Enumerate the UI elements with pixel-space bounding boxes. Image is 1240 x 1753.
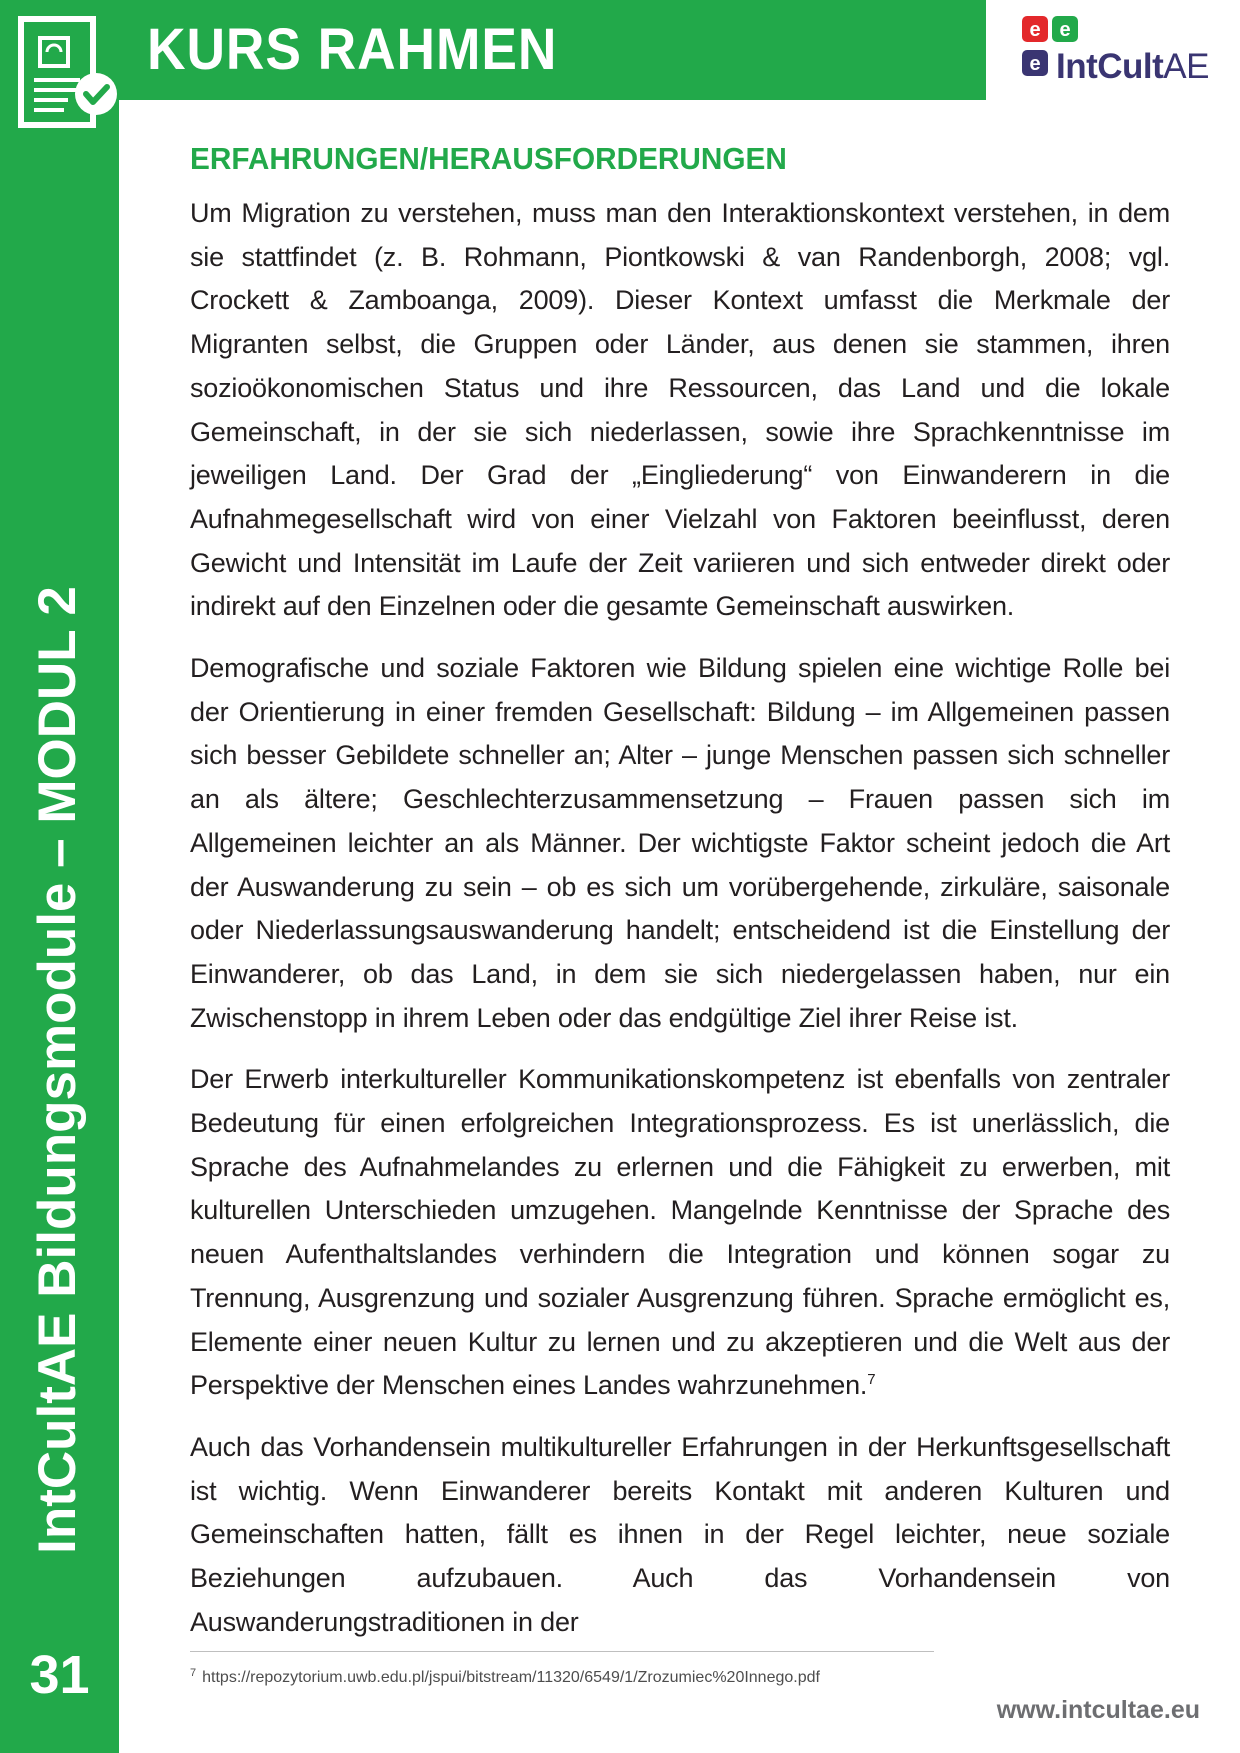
footnote-divider xyxy=(190,1651,934,1652)
svg-text:e: e xyxy=(1059,19,1071,41)
paragraph-1: Um Migration zu verstehen, muss man den Interaktionskontext verstehen, in dem sie stattfindet (z. B. Rohmann, Piontkowski & van Randenborgh, 2008; vgl. Crockett & Zamboanga, 2009). Dieser Kontext umfasst die Merkmale der Migranten selbst, die Gruppen oder Länder, aus denen sie stammen, ihren sozioökonomischen Status und ihre Ressourcen, das Land und die lokale Gemeinschaft, in der sie sich niederlassen, sowie ihre Sprachkenntnisse im jeweiligen Land. Der Grad der „Eingliederung“ von Einwanderern in die Aufnahmegesellschaft wird von einer Vielzahl von Faktoren beeinflusst, deren Gewicht und Intensität im Laufe der Zeit variieren und sich entweder direkt oder indirekt auf den Einzelnen oder die gesamte Gemeinschaft auswirken. xyxy=(190,198,1170,622)
logo-text-bold: IntCult xyxy=(1056,47,1164,86)
paragraph-3 xyxy=(190,1058,1170,1408)
section-heading: ERFAHRUNGEN/HERAUSFORDERUNGEN xyxy=(190,141,787,176)
page-title: KURS RAHMEN xyxy=(147,17,558,82)
paragraph-4: Auch das Vorhandensein multikultureller Erfahrungen in der Herkunftsgesellschaft ist wichtig. Wenn Einwanderer bereits Kontakt mit anderen Kulturen und Gemeinschaften hatten, fällt es ihnen in der Regel leichter, neue soziale Beziehungen aufzubauen. Auch das Vorhandensein von Auswanderungstraditionen in der xyxy=(190,1431,1170,1637)
page-number: 31 xyxy=(29,1645,90,1705)
footnote-reference[interactable]: 7 xyxy=(867,1371,876,1389)
logo-wordmark xyxy=(1056,47,1209,87)
paragraph-3-text: Der Erwerb interkultureller Kommunikationskompetenz ist ebenfalls von zentraler Bedeutung für einen erfolgreichen Integrationsprozess. Es ist unerlässlich, die Sprache des Aufnahmelandes zu erlernen und die Fähigkeit zu erwerben, mit kulturellen Unterschieden umzugehen. Mangelnde Kenntnisse der Sprache des neuen Aufenthaltslandes verhindern die Integration und können sogar zu Trennung, Ausgrenzung und sozialer Ausgrenzung führen. Sprache ermöglicht es, Elemente einer neuen Kultur zu lernen und zu akzeptieren und die Welt aus der Perspektive der Menschen eines Landes wahrzunehmen. xyxy=(190,1064,1170,1401)
footnote xyxy=(190,1667,1090,1689)
main-content xyxy=(190,140,1170,1663)
document-checklist-icon xyxy=(18,16,120,130)
intcultae-logo xyxy=(1022,14,1212,86)
svg-text:e: e xyxy=(1029,19,1041,41)
paragraph-2: Demografische und soziale Faktoren wie Bildung spielen eine wichtige Rolle bei der Orientierung in einer fremden Gesellschaft: Bildung – im Allgemeinen passen sich besser Gebildete schneller an; Alter – junge Menschen passen sich schneller an als ältere; Geschlechterzusammensetzung – Frauen passen sich im Allgemeinen leichter an als Männer. Der wichtigste Faktor scheint jedoch die Art der Auswanderung zu sein – ob es sich um vorübergehende, zirkuläre, saisonale oder Niederlassungsauswanderung handelt; entscheidend ist die Einstellung der Einwanderer, ob das Land, in dem sie sich niedergelassen haben, nur ein Zwischenstopp in ihrem Leben oder das endgültige Ziel ihrer Reise ist. xyxy=(190,653,1170,1033)
sidebar-module-label: IntCultAE Bildungsmodule – MODUL 2 xyxy=(28,586,87,1554)
logo-text-regular: AE xyxy=(1163,47,1209,86)
footnote-number: 7 xyxy=(190,1666,197,1679)
footnote-link[interactable]: https://repozytorium.uwb.edu.pl/jspui/bitstream/11320/6549/1/Zrozumiec%20Innego.pdf xyxy=(202,1669,820,1686)
svg-text:e: e xyxy=(1029,53,1041,75)
website-link[interactable]: www.intcultae.eu xyxy=(996,1696,1200,1724)
